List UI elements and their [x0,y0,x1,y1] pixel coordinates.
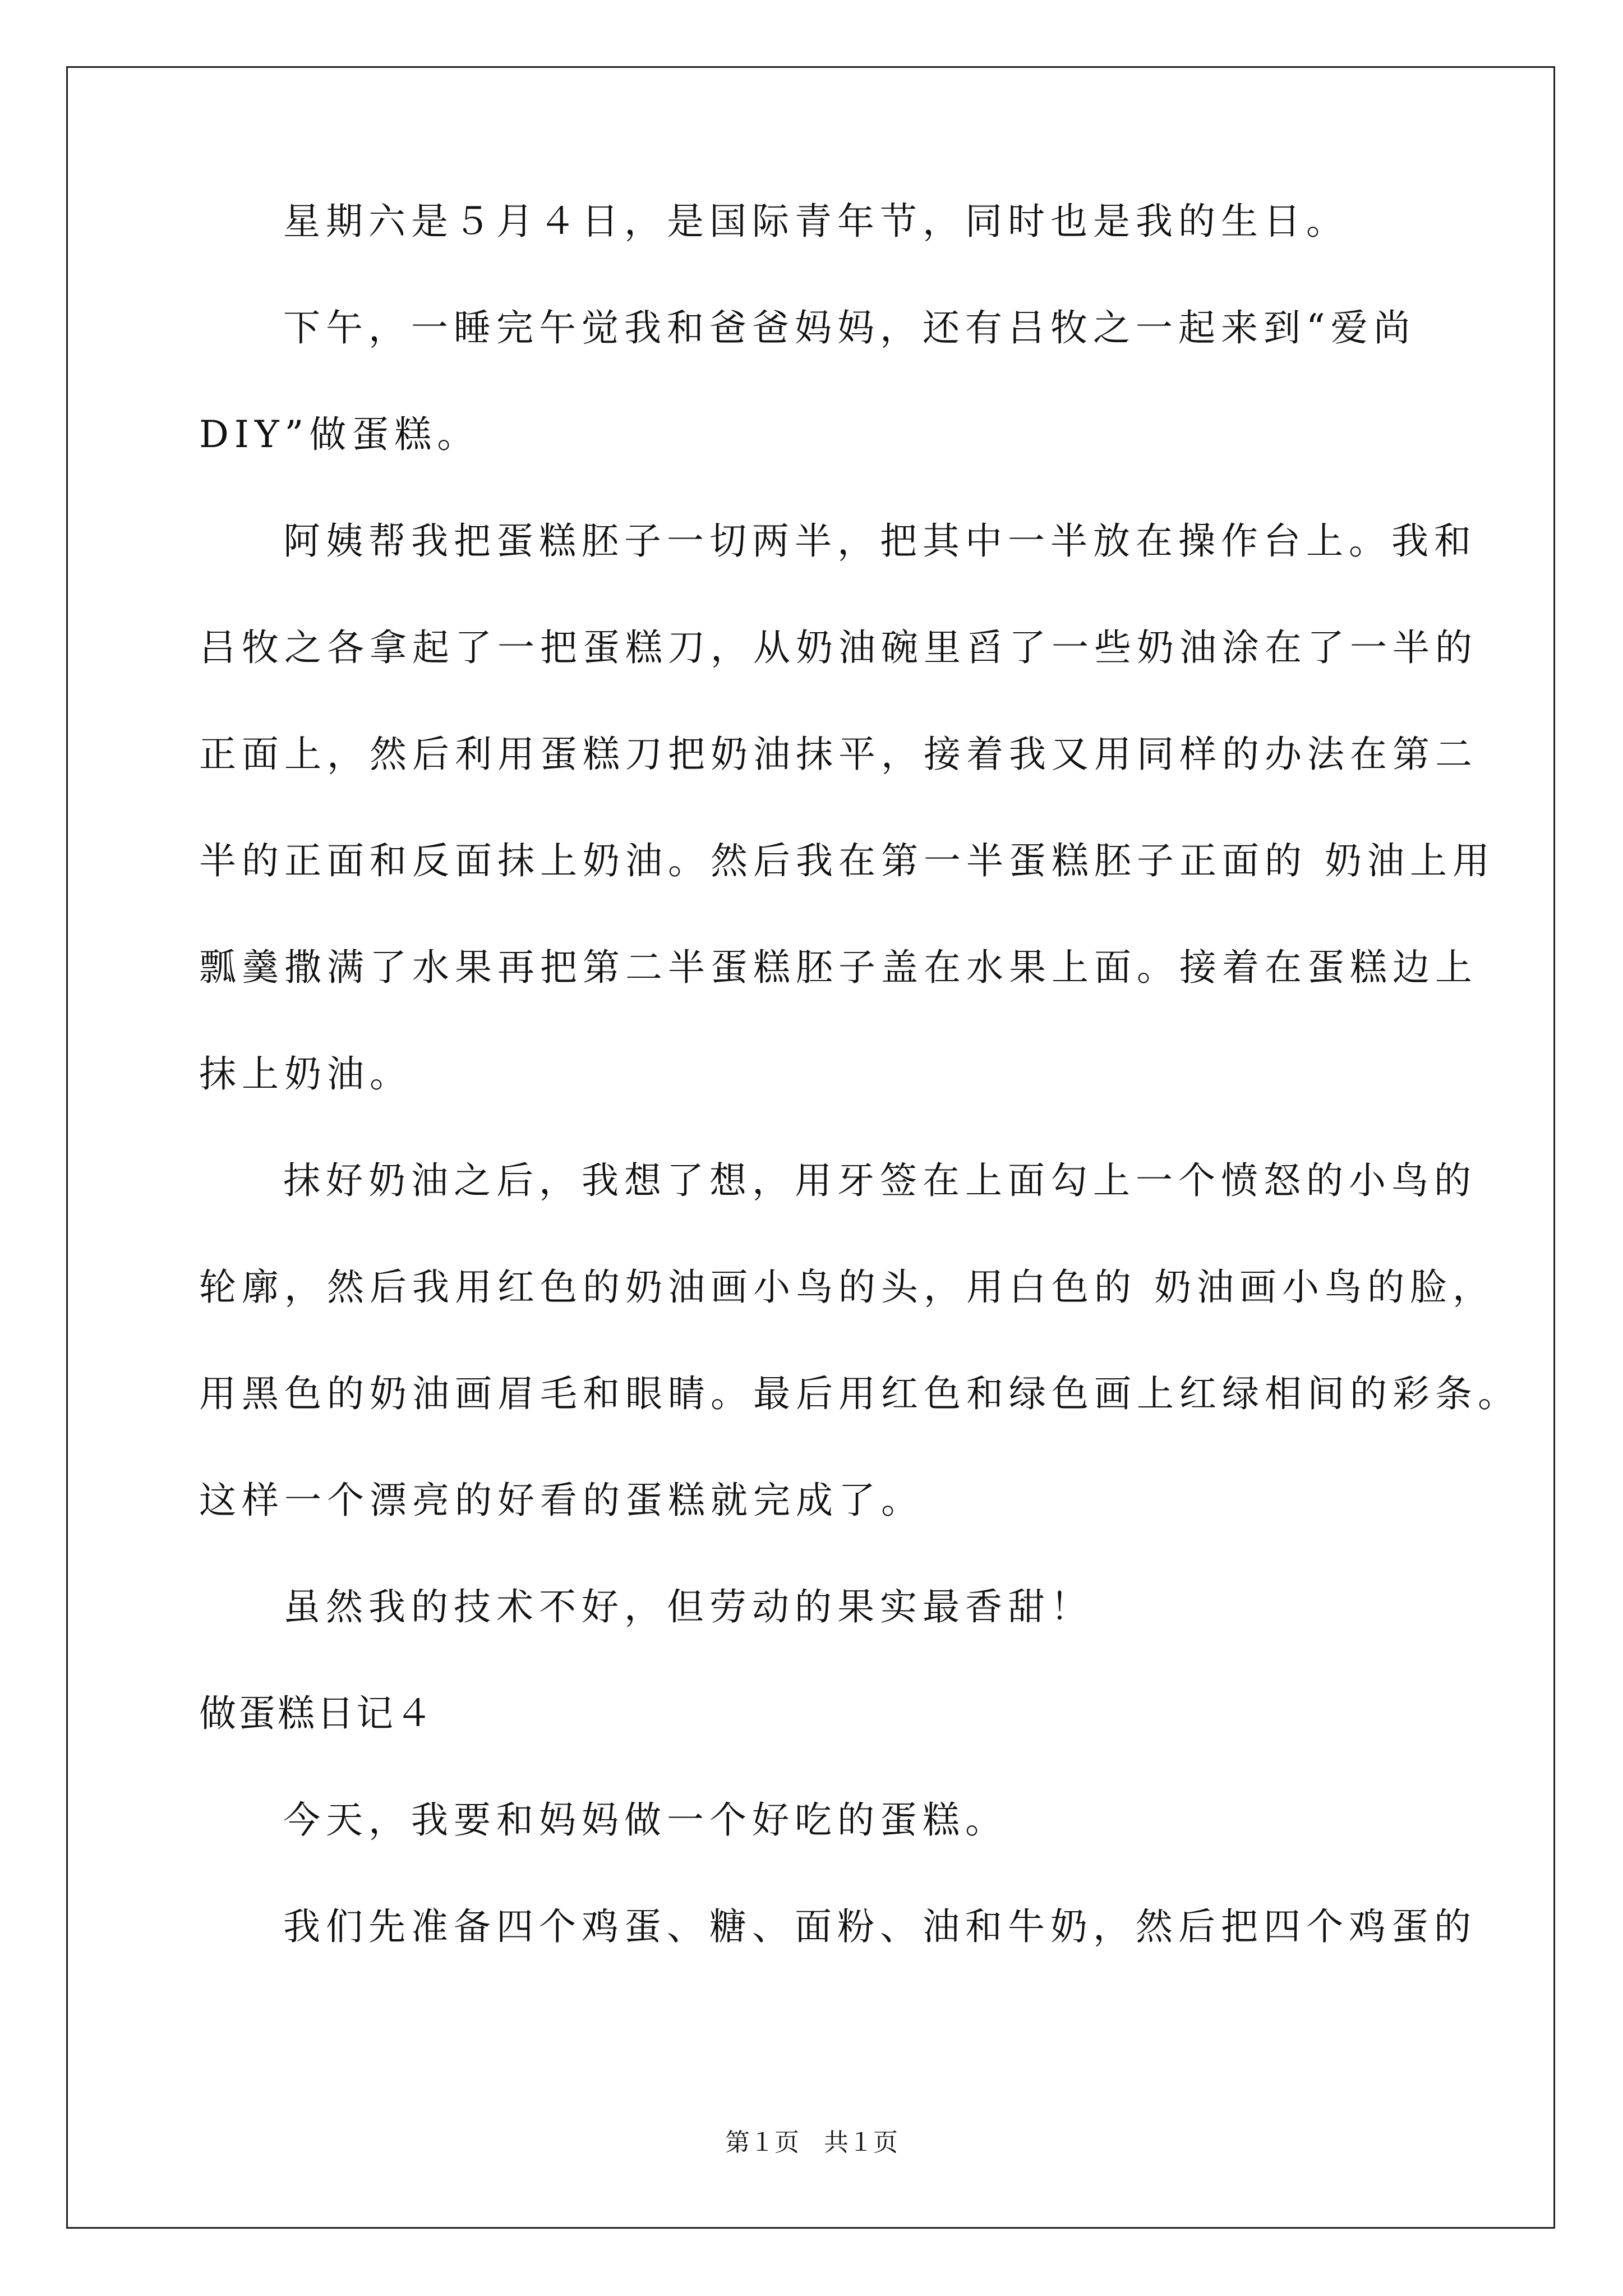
paragraph-line: 这样一个漂亮的好看的蛋糕就完成了。 [199,1479,924,1522]
paragraph-line: 阿姨帮我把蛋糕胚子一切两半，把其中一半放在操作台上。我和 [283,519,1477,563]
paragraph-line: 瓢羹撒满了水果再把第二半蛋糕胚子盖在水果上面。接着在蛋糕边上 [199,946,1478,989]
paragraph-line: 今天，我要和妈妈做一个好吃的蛋糕。 [283,1798,1008,1842]
paragraph-line: 下午，一睡完午觉我和爸爸妈妈，还有吕牧之一起来到“爱尚 [283,306,1416,349]
section-heading: 做蛋糕日记４ [199,1692,435,1735]
paragraph-line: 用黑色的奶油画眉毛和眼睛。最后用红色和绿色画上红绿相间的彩条。 [199,1372,1520,1415]
paragraph-line: 星期六是５月４日，是国际青年节，同时也是我的生日。 [283,200,1349,243]
document-body [199,199,1520,1949]
paragraph-line: 半的正面和反面抹上奶油。然后我在第一半蛋糕胚子正面的 奶油上用 [199,839,1495,882]
paragraph-line: 吕牧之各拿起了一把蛋糕刀，从奶油碗里舀了一些奶油涂在了一半的 [199,626,1478,669]
paragraph-line: 抹好奶油之后，我想了想，用牙签在上面勾上一个愤怒的小鸟的 [283,1159,1477,1202]
paragraph-line: 抹上奶油。 [199,1052,412,1096]
paragraph-line: 正面上，然后利用蛋糕刀把奶油抹平，接着我又用同样的办法在第二 [199,733,1478,776]
paragraph-line: 我们先准备四个鸡蛋、糖、面粉、油和牛奶，然后把四个鸡蛋的 [283,1905,1477,1948]
paragraph-line: DIY”做蛋糕。 [199,413,480,456]
paragraph-line: 轮廓，然后我用红色的奶油画小鸟的头，用白色的 奶油画小鸟的脸， [199,1266,1495,1309]
page-footer: 第１页 共１页 [725,2128,898,2157]
paragraph-line: 虽然我的技术不好，但劳动的果实最香甜！ [283,1585,1093,1628]
